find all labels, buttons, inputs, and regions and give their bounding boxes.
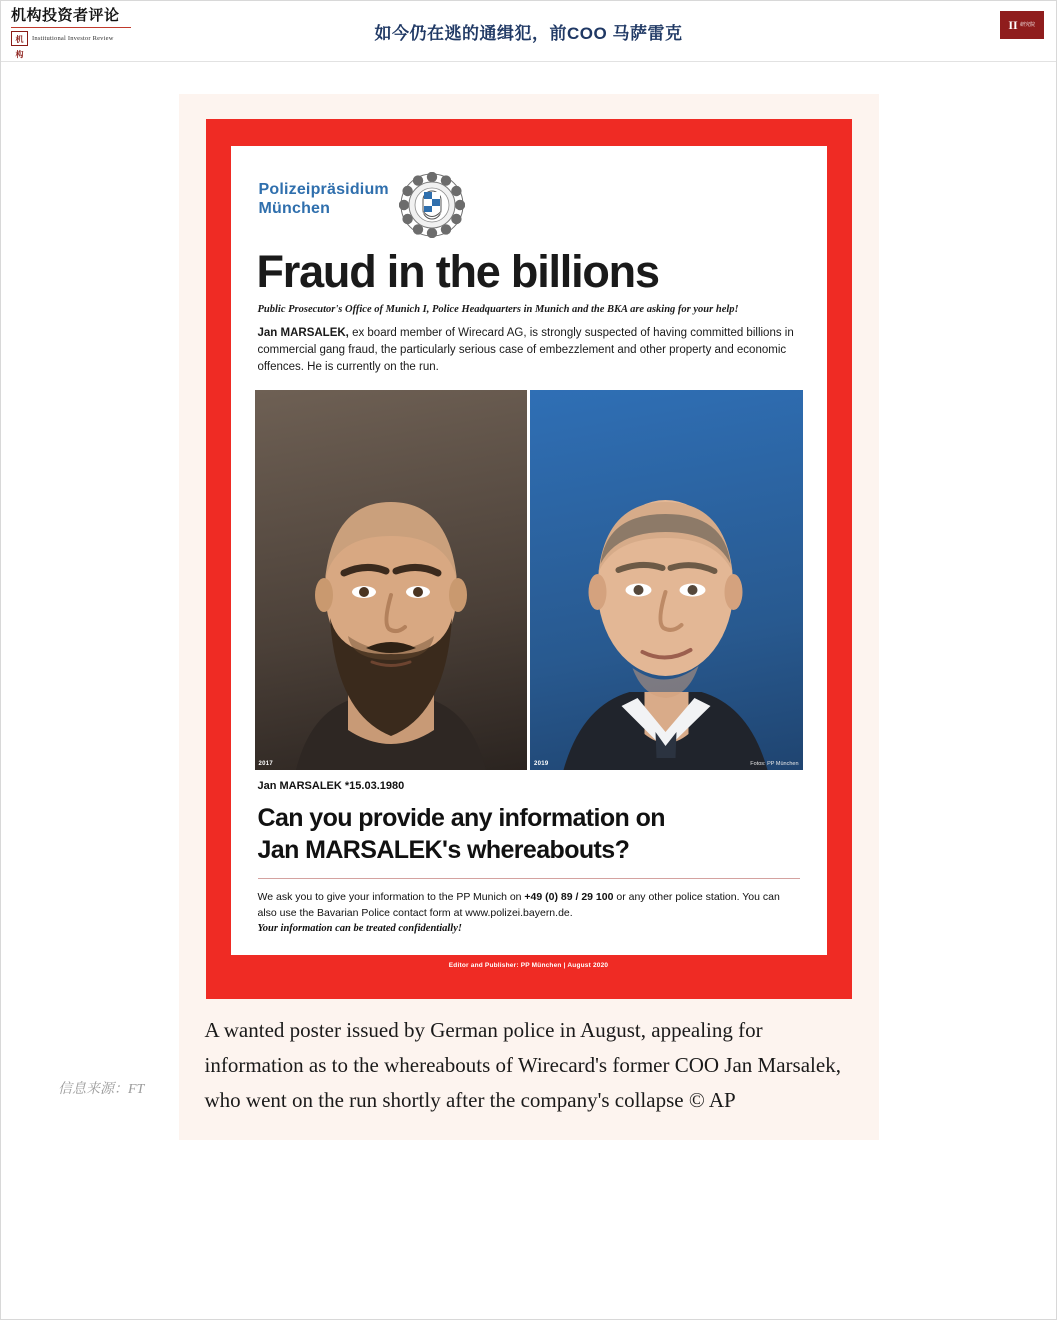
figure-caption: A wanted poster issued by German police in August, appealing for information as to the whereabouts of Wirecard's former COO Jan Marsalek, who went on the run shortly after the company's collapse © AP [204,1018,841,1112]
suspect-name-dob: Jan MARSALEK *15.03.1980 [257,780,405,792]
poster-body-text [258,325,801,376]
police-department-line1: Polizeipräsidium [258,181,389,198]
suspect-photos [255,390,803,770]
brand-subtitle: Institutional Investor Review [32,35,114,42]
brand-logo [11,7,131,59]
police-header [253,172,805,238]
poster-question-line2: Jan MARSALEK's whereabouts? [257,836,630,864]
page-title: 如今仍在逃的通缉犯，前COO 马萨雷克 [374,23,683,43]
police-department-name [259,172,389,218]
poster-headline: Fraud in the billions [256,246,659,297]
poster-subheadline: Public Prosecutor's Office of Munich I, Police Headquarters in Munich and the BKA are asking for your help! [257,304,739,315]
brand-title: 机构投资者评论 [11,8,120,24]
poster-suspect-name: Jan MARSALEK, [257,327,349,339]
publisher-logo-text: II [1008,18,1018,32]
bearded-face-illustration [286,440,496,770]
figure-block [179,94,879,1140]
poster-contact-info [258,889,799,937]
wanted-poster [206,119,852,999]
contact-text-after: or any other police station. You can also use the Bavarian Police contact form at www.polizei.bayern.de. [257,891,780,919]
contact-phone: +49 (0) 89 / 29 100 [524,891,614,903]
confidentiality-note: Your information can be treated confidentially! [257,923,462,934]
contact-text-before: We ask you to give your information to the PP Munich on [257,891,525,903]
brand-divider [11,27,131,28]
police-star-icon [399,172,465,238]
suspect-photo-bearded [255,390,528,770]
poster-inner [231,146,827,955]
poster-publisher-line: Editor and Publisher: PP München | August 2020 [448,962,609,969]
article-content [1,62,1056,1140]
photo-credit: Fotos: PP München [750,761,799,767]
photo-left-year-tag: 2017 [258,761,274,767]
publisher-badge [1000,11,1044,39]
poster-wrapper [179,94,879,999]
suspect-photo-clean-shaven [530,390,803,770]
page-header [1,1,1056,62]
poster-body-rest: ex board member of Wirecard AG, is strongly suspected of having committed billions in commercial gang fraud, the particularly serious case of embezzlement and other property and economic offences. He is currently on the run. [257,327,794,373]
source-note: 信息来源：FT [58,1082,145,1097]
poster-question-line1: Can you provide any information on [257,804,665,832]
publisher-logo-subtext: 研究院 [1020,22,1036,28]
clean-shaven-face-illustration [559,440,774,770]
photo-right-year-tag: 2019 [534,761,549,767]
police-department-line2: München [258,200,331,217]
poster-question [258,802,801,866]
poster-divider [258,878,800,879]
brand-mark-icon: 机构 [11,31,28,46]
